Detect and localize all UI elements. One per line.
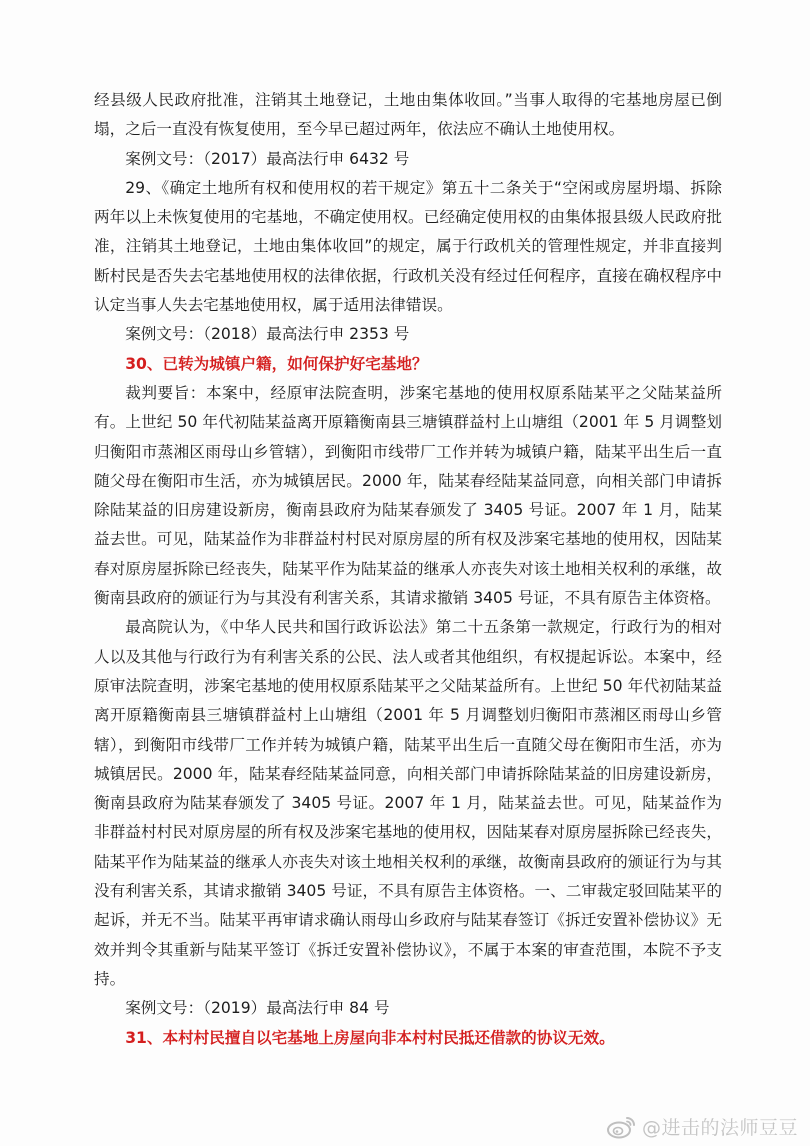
case-number-2019: 案例文号：（2019）最高法行申 84 号 [125, 999, 390, 1018]
heading-item-31: 31、本村村民擅自以宅基地上房屋向非本村村民抵还借款的协议无效。 [125, 1028, 615, 1047]
paragraph-ruling-summary: 裁判要旨：本案中，经原审法院查明，涉案宅基地的使用权原系陆某平之父陆某益所有。上世纪 50 年代初陆某益离开原籍衡南县三塘镇群益村上山塘组（2001 年 5 月调整划归衡阳市蒸湘区雨母山乡管辖），到衡阳市线带厂工作并转为城镇户籍，陆某平出生后一直随父母在衡阳市生活，亦为城镇居民。2000 年，陆某春经陆某益同意，向相关部门申请拆除陆某益的旧房建设新房，衡南县政府为陆某春颁发了 3405 号证。2007 年 1 月，陆某益去世。可见，陆某益作为非群益村村民对原房屋的所有权及涉案宅基地的使用权，因陆某春对原房屋拆除已经丧失，陆某平作为陆某益的继承人亦丧失对该土地相关权利的承继，故衡南县政府的颁证行为与其没有利害关系，其请求撤销 3405 号证，不具有原告主体资格。 [94, 383, 722, 608]
watermark [606, 1113, 798, 1140]
case-number-2017: 案例文号：（2017）最高法行申 6432 号 [125, 149, 410, 168]
paragraph-continuation: 经县级人民政府批准，注销其土地登记，土地由集体收回。”当事人取得的宅基地房屋已倒塌，之后一直没有恢复使用，至今早已超过两年，依法应不确认土地使用权。 [94, 91, 722, 139]
heading-item-30: 30、已转为城镇户籍，如何保护好宅基地？ [125, 354, 428, 373]
paragraph-supreme-court-opinion: 最高院认为，《中华人民共和国行政诉讼法》第二十五条第一款规定，行政行为的相对人以及其他与行政行为有利害关系的公民、法人或者其他组织，有权提起诉讼。本案中，经原审法院查明，涉案宅基地的使用权原系陆某平之父陆某益所有。上世纪 50 年代初陆某益离开原籍衡南县三塘镇群益村上山塘组（2001 年 5 月调整划归衡阳市蒸湘区雨母山乡管辖），到衡阳市线带厂工作并转为城镇户籍，陆某平出生后一直随父母在衡阳市生活，亦为城镇居民。2000 年，陆某春经陆某益同意，向相关部门申请拆除陆某益的旧房建设新房，衡南县政府为陆某春颁发了 3405 号证。2007 年 1 月，陆某益去世。可见，陆某益作为非群益村村民对原房屋的所有权及涉案宅基地的使用权，因陆某春对原房屋拆除已经丧失，陆某平作为陆某益的继承人亦丧失对该土地相关权利的承继，故衡南县政府的颁证行为与其没有利害关系，其请求撤销 3405 号证，不具有原告主体资格。一、二审裁定驳回陆某平的起诉，并无不当。陆某平再审请求确认雨母山乡政府与陆某春签订《拆迁安置补偿协议》无效并判令其重新与陆某平签订《拆迁安置补偿协议》，不属于本案的审查范围，本院不予支持。 [94, 618, 722, 988]
case-number-2018: 案例文号：（2018）最高法行申 2353 号 [125, 325, 410, 344]
document-body [94, 86, 722, 1053]
weibo-icon [606, 1115, 636, 1139]
paragraph-item-29: 29、《确定土地所有权和使用权的若干规定》第五十二条关于“空闲或房屋坍塌、拆除两年以上未恢复使用的宅基地，不确定使用权。已经确定使用权的由集体报县级人民政府批准，注销其土地登记，土地由集体收回”的规定，属于行政机关的管理性规定，并非直接判断村民是否失去宅基地使用权的法律依据，行政机关没有经过任何程序，直接在确权程序中认定当事人失去宅基地使用权，属于适用法律错误。 [94, 178, 722, 315]
watermark-text: @进击的法师豆豆 [641, 1117, 798, 1139]
